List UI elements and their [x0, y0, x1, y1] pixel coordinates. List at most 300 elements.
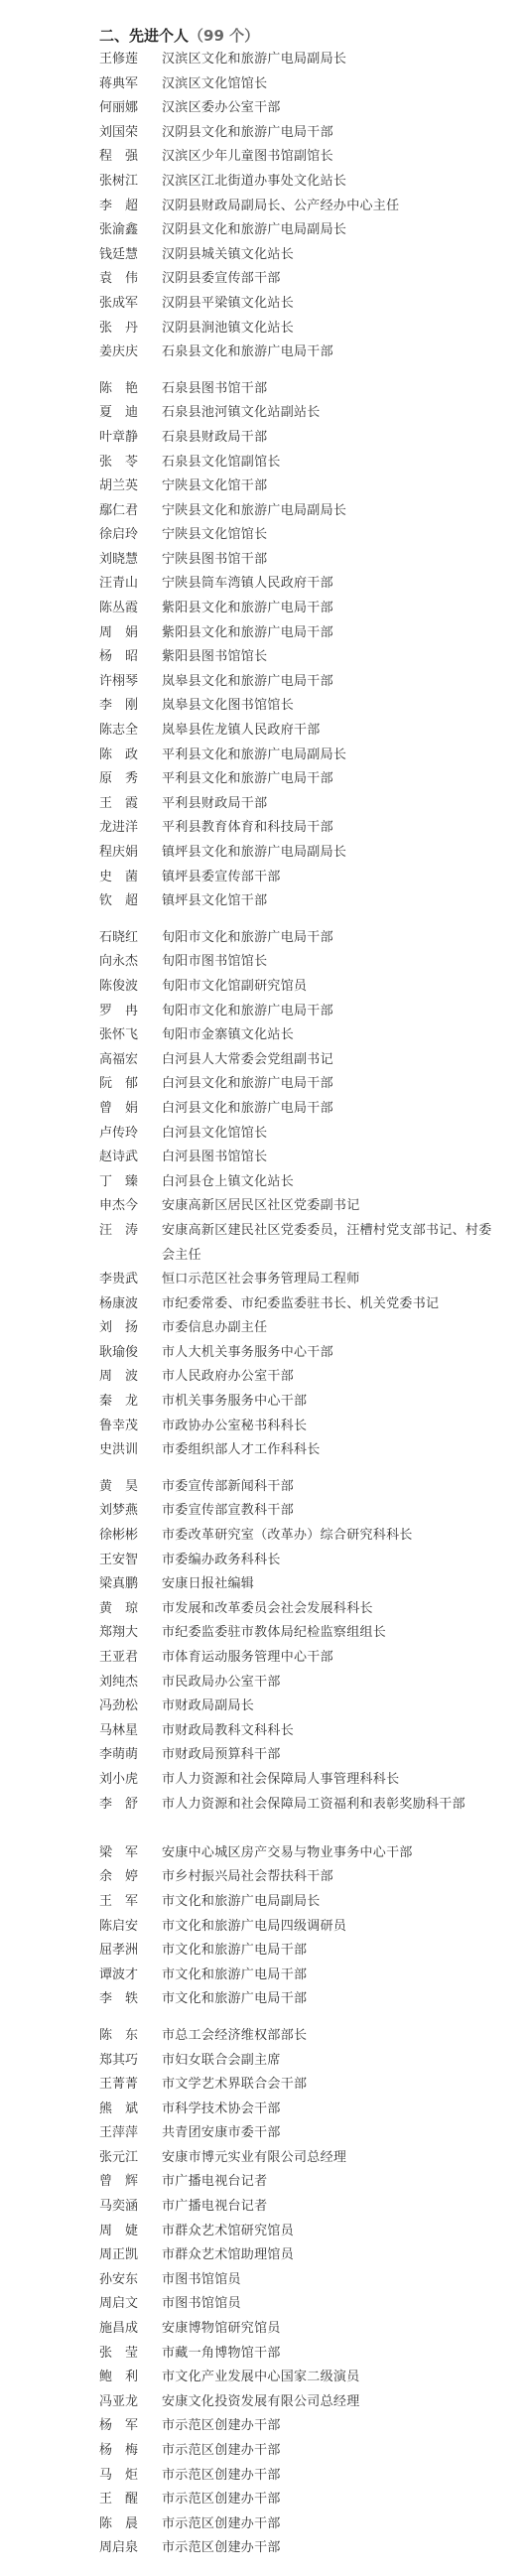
awardee-name: 马林星: [99, 1722, 139, 1738]
awardee-row: [99, 2414, 518, 2439]
awardee-name: 刘 扬: [99, 1320, 139, 1336]
awardee-name: 杨 梅: [99, 2443, 139, 2458]
awardee-title: 宁陕县筒车湾镇人民政府干部: [162, 576, 333, 592]
awardee-title: 汉阴县涧池镇文化站长: [162, 320, 295, 336]
awardee-name: 周 婕: [99, 2223, 139, 2238]
awardee-name: 杨康波: [99, 1295, 139, 1311]
awardee-title: 石泉县财政局干部: [162, 429, 268, 445]
awardee-row: [99, 548, 518, 573]
awardee-name: 黄 昊: [99, 1478, 139, 1494]
awardee-row: [99, 572, 518, 597]
awardee-title: 石泉县文化和旅游广电局干部: [162, 344, 333, 360]
awardee-name: 李萌萌: [99, 1747, 139, 1763]
awardee-title: 汉滨区少年儿童图书馆副馆长: [162, 149, 333, 165]
awardee-row: [99, 866, 518, 890]
awardee-row: [99, 451, 518, 475]
awardee-title: 旬阳市图书馆馆长: [162, 954, 268, 970]
awardee-title: 市示范区创建办干部: [162, 2492, 281, 2508]
awardee-name: 李 舒: [99, 1796, 139, 1812]
awardee-name: 杨 昭: [99, 649, 139, 665]
awardee-title: 市财政局教科文科科长: [162, 1722, 295, 1738]
awardee-name: 余 婷: [99, 1869, 139, 1885]
awardee-title: 岚皋县文化和旅游广电局干部: [162, 673, 333, 689]
awardee-name: 谭波才: [99, 1966, 139, 1982]
awardee-name: 袁 伟: [99, 271, 139, 287]
awardee-title: 市示范区创建办干部: [162, 2515, 281, 2531]
awardee-title: 平利县财政局干部: [162, 795, 268, 811]
awardee-name: 蒋典军: [99, 75, 139, 91]
awardee-title: 共青团安康市委干部: [162, 2125, 281, 2141]
awardee-name: 周启文: [99, 2296, 139, 2312]
awardee-title: 市体育运动服务管理中心干部: [162, 1650, 333, 1665]
awardee-row: [99, 2121, 518, 2146]
awardee-name: 鲍 利: [99, 2370, 139, 2385]
awardee-row: [99, 1524, 518, 1549]
awardee-name: 王修莲: [99, 52, 139, 67]
awardee-row: [99, 1146, 518, 1170]
awardee-row: [99, 1415, 518, 1439]
awardee-row: [99, 2024, 518, 2049]
awardee-title: 镇坪县文化和旅游广电局副局长: [162, 845, 347, 860]
awardee-row: [99, 1793, 518, 1841]
awardee-name: 叶章静: [99, 429, 139, 445]
awardee-title: 市民政局办公室干部: [162, 1674, 281, 1690]
awardee-name: 周 波: [99, 1369, 139, 1385]
awardee-row: [99, 694, 518, 719]
awardee-title: 市人大机关事务服务中心干部: [162, 1344, 333, 1360]
awardee-name: 汪青山: [99, 576, 139, 592]
group-separator: [99, 914, 518, 926]
awardee-row: [99, 170, 518, 195]
awardee-title: 市文学艺术界联合会干部: [162, 2077, 308, 2093]
awardee-title: 安康博物馆研究馆员: [162, 2321, 281, 2337]
awardee-row: [99, 2268, 518, 2293]
awardee-title: 市发展和改革委员会社会发展科科长: [162, 1600, 373, 1616]
awardee-name: 龙进洋: [99, 820, 139, 836]
awardee-name: 曾 娟: [99, 1100, 139, 1116]
awardee-row: [99, 401, 518, 426]
awardee-name: 程庆娟: [99, 845, 139, 860]
awardee-row: [99, 1365, 518, 1390]
awardee-title: 市人力资源和社会保障局工资福利和表彰奖励科干部: [162, 1796, 465, 1812]
awardee-row: [99, 670, 518, 695]
awardee-name: 曾 辉: [99, 2174, 139, 2190]
awardee-name: 许栩琴: [99, 673, 139, 689]
awardee-row: [99, 792, 518, 817]
awardee-row: [99, 1194, 518, 1219]
group-separator: [99, 1463, 518, 1475]
awardee-title: 安康日报社编辑: [162, 1576, 255, 1592]
awardee-row: [99, 719, 518, 744]
awardee-name: 刘梦燕: [99, 1503, 139, 1519]
awardee-title: 白河县文化和旅游广电局干部: [162, 1076, 333, 1092]
awardee-list: [99, 48, 518, 2561]
awardee-row: [99, 1122, 518, 1147]
awardee-name: 陈俊波: [99, 978, 139, 994]
awardee-name: 史洪训: [99, 1442, 139, 1458]
awardee-row: [99, 645, 518, 670]
awardee-name: 周 娟: [99, 624, 139, 640]
awardee-row: [99, 1316, 518, 1341]
awardee-title: 市人民政府办公室干部: [162, 1369, 295, 1385]
awardee-name: 刘国荣: [99, 124, 139, 140]
awardee-name: 刘纯杰: [99, 1674, 139, 1690]
awardee-title: 市机关事务服务中心干部: [162, 1394, 308, 1410]
awardee-title: 市委组织部人才工作科科长: [162, 1442, 321, 1458]
awardee-name: 向永杰: [99, 954, 139, 970]
awardee-row: [99, 2292, 518, 2317]
awardee-name: 陈 政: [99, 746, 139, 762]
awardee-name: 冯劲松: [99, 1698, 139, 1714]
awardee-title: 市妇女联合会副主席: [162, 2052, 281, 2068]
awardee-title: 市文化产业发展中心国家二级演员: [162, 2370, 360, 2385]
awardee-row: [99, 340, 518, 365]
awardee-title: 市文化和旅游广电局四级调研员: [162, 1918, 347, 1934]
awardee-row: [99, 1268, 518, 1292]
awardee-row: [99, 1719, 518, 1744]
awardee-row: [99, 1646, 518, 1671]
awardee-row: [99, 2170, 518, 2195]
awardee-row: [99, 1438, 518, 1463]
awardee-title: 市文化和旅游广电局干部: [162, 1991, 308, 2007]
awardee-title: 平利县教育体育和科技局干部: [162, 820, 333, 836]
awardee-group: [99, 1475, 518, 2012]
awardee-row: [99, 1499, 518, 1524]
awardee-row: [99, 1915, 518, 1940]
awardee-title: 汉阴县财政局副局长、公产经办中心主任: [162, 198, 400, 213]
awardee-name: 李 轶: [99, 1991, 139, 2007]
awardee-title: 岚皋县文化图书馆馆长: [162, 698, 295, 714]
awardee-title: 市图书馆馆员: [162, 2296, 241, 2312]
awardee-row: [99, 2098, 518, 2122]
awardee-row: [99, 121, 518, 146]
awardee-name: 梁 军: [99, 1844, 139, 1860]
awardee-row: [99, 523, 518, 548]
awardee-title: 白河县文化馆馆长: [162, 1125, 268, 1141]
awardee-name: 陈 晨: [99, 2515, 139, 2531]
section-heading: [99, 26, 518, 48]
awardee-row: [99, 1023, 518, 1048]
awardee-title: 白河县文化和旅游广电局干部: [162, 1100, 333, 1116]
awardee-name: 王 醒: [99, 2492, 139, 2508]
awardee-name: 史 菌: [99, 869, 139, 884]
awardee-name: 张树江: [99, 173, 139, 189]
section-title: 二、先进个人: [99, 27, 190, 45]
awardee-title: 安康高新区居民区社区党委副书记: [162, 1198, 360, 1214]
awardee-name: 王菁菁: [99, 2077, 139, 2093]
awardee-group: [99, 926, 518, 1463]
awardee-row: [99, 96, 518, 121]
awardee-title: 汉阴县文化和旅游广电局干部: [162, 124, 333, 140]
awardee-row: [99, 975, 518, 1000]
awardee-row: [99, 2536, 518, 2561]
awardee-name: 陈志全: [99, 723, 139, 739]
awardee-title: 汉滨区江北街道办事处文化站长: [162, 173, 347, 189]
awardee-name: 汪 涛: [99, 1222, 139, 1238]
awardee-row: [99, 1170, 518, 1195]
awardee-name: 张成军: [99, 295, 139, 311]
awardee-title: 市群众艺术馆研究馆员: [162, 2223, 295, 2238]
awardee-row: [99, 1048, 518, 1073]
awardee-title: 宁陕县文化馆干部: [162, 478, 268, 494]
awardee-name: 刘小虎: [99, 1771, 139, 1787]
awardee-title: 宁陕县文化和旅游广电局副局长: [162, 502, 347, 518]
awardee-title: 白河县人大常委会党组副书记: [162, 1051, 333, 1067]
awardee-name: 丁 臻: [99, 1173, 139, 1189]
awardee-row: [99, 267, 518, 292]
awardee-row: [99, 1695, 518, 1719]
awardee-title: 平利县文化和旅游广电局副局长: [162, 746, 347, 762]
awardee-title: 市文化和旅游广电局干部: [162, 1943, 308, 1959]
awardee-name: 王萍萍: [99, 2125, 139, 2141]
awardee-name: 原 秀: [99, 771, 139, 787]
awardee-row: [99, 2220, 518, 2244]
awardee-name: 耿瑜俊: [99, 1344, 139, 1360]
awardee-name: 张怀飞: [99, 1027, 139, 1043]
awardee-title: 安康市博元实业有限公司总经理: [162, 2149, 347, 2165]
awardee-title: 市广播电视台记者: [162, 2199, 268, 2215]
awardee-title: 市委信息办副主任: [162, 1320, 268, 1336]
awardee-title: 宁陕县文化馆馆长: [162, 527, 268, 543]
awardee-title: 市示范区创建办干部: [162, 2418, 281, 2434]
awardee-row: [99, 2243, 518, 2268]
awardee-title: 市纪委监委驻市教体局纪检监察组组长: [162, 1625, 387, 1641]
awardee-title: 市文化和旅游广电局干部: [162, 1966, 308, 1982]
awardee-row: [99, 317, 518, 341]
awardee-title: 恒口示范区社会事务管理局工程师: [162, 1272, 360, 1288]
awardee-row: [99, 2342, 518, 2367]
awardee-name: 张 苓: [99, 454, 139, 470]
awardee-row: [99, 2390, 518, 2415]
awardee-title: 紫阳县文化和旅游广电局干部: [162, 601, 333, 616]
awardee-row: [99, 1890, 518, 1915]
awardee-row: [99, 744, 518, 768]
awardee-title: 旬阳市文化和旅游广电局干部: [162, 929, 333, 945]
awardee-name: 鲁幸茂: [99, 1418, 139, 1433]
awardee-name: 李 超: [99, 198, 139, 213]
awardee-row: [99, 1841, 518, 1866]
awardee-title: 石泉县文化馆副馆长: [162, 454, 281, 470]
awardee-row: [99, 597, 518, 621]
awardee-group: [99, 48, 518, 365]
awardee-title: 市纪委常委、市纪委监委驻书长、机关党委书记: [162, 1295, 440, 1311]
awardee-row: [99, 1000, 518, 1024]
awardee-row: [99, 1597, 518, 1622]
awardee-row: [99, 1621, 518, 1646]
awardee-name: 鄢仁君: [99, 502, 139, 518]
awardee-row: [99, 1292, 518, 1317]
awardee-title: 平利县文化和旅游广电局干部: [162, 771, 333, 787]
awardee-name: 冯亚龙: [99, 2393, 139, 2409]
awardee-name: 施昌成: [99, 2321, 139, 2337]
awardee-title: 白河县图书馆馆长: [162, 1150, 268, 1165]
awardee-name: 徐启玲: [99, 527, 139, 543]
awardee-row: [99, 2317, 518, 2342]
awardee-row: [99, 2195, 518, 2220]
awardee-title: 安康文化投资发展有限公司总经理: [162, 2393, 360, 2409]
awardee-title: 汉滨区委办公室干部: [162, 100, 281, 116]
awardee-name: 张元江: [99, 2149, 139, 2165]
awardee-title: 市委编办政务科科长: [162, 1552, 281, 1567]
awardee-row: [99, 2049, 518, 2074]
awardee-name: 郑翔大: [99, 1625, 139, 1641]
awardee-name: 钦 超: [99, 893, 139, 909]
awardee-row: [99, 1072, 518, 1097]
awardee-title: 镇坪县委宣传部干部: [162, 869, 281, 884]
awardee-title: 市政协办公室秘书科科长: [162, 1418, 308, 1433]
awardee-row: [99, 2512, 518, 2537]
awardee-row: [99, 2488, 518, 2512]
awardee-row: [99, 1390, 518, 1415]
awardee-name: 李 刚: [99, 698, 139, 714]
awardee-row: [99, 841, 518, 866]
awardee-name: 何丽娜: [99, 100, 139, 116]
awardee-name: 张 丹: [99, 320, 139, 336]
awardee-row: [99, 1987, 518, 2012]
awardee-name: 罗 冉: [99, 1003, 139, 1018]
awardee-name: 徐彬彬: [99, 1528, 139, 1544]
awardee-title: 白河县仓上镇文化站长: [162, 1173, 295, 1189]
awardee-title: 汉阴县委宣传部干部: [162, 271, 281, 287]
awardee-name: 王 霞: [99, 795, 139, 811]
awardee-name: 卢传玲: [99, 1125, 139, 1141]
awardee-row: [99, 72, 518, 97]
awardee-title: 旬阳市文化馆副研究馆员: [162, 978, 308, 994]
awardee-name: 钱廷慧: [99, 246, 139, 262]
awardee-title: 汉滨区文化和旅游广电局副局长: [162, 52, 347, 67]
awardee-row: [99, 218, 518, 243]
awardee-name: 阮 郁: [99, 1076, 139, 1092]
awardee-title: 旬阳市金寨镇文化站长: [162, 1027, 295, 1043]
awardee-group: [99, 377, 518, 914]
awardee-name: 高福宏: [99, 1051, 139, 1067]
awardee-title: 旬阳市文化和旅游广电局干部: [162, 1003, 333, 1018]
awardee-title: 安康高新区建民社区党委委员，汪槽村党支部书记、村委会主任: [162, 1222, 492, 1263]
group-separator: [99, 2012, 518, 2024]
awardee-title: 汉阴县文化和旅游广电局副局长: [162, 222, 347, 238]
awardee-name: 黄 琼: [99, 1600, 139, 1616]
awardee-row: [99, 243, 518, 268]
awardee-row: [99, 292, 518, 317]
awardee-row: [99, 1549, 518, 1573]
awardee-name: 李贵武: [99, 1272, 139, 1288]
awardee-name: 陈丛霞: [99, 601, 139, 616]
awardee-row: [99, 2073, 518, 2098]
awardee-title: 汉滨区文化馆馆长: [162, 75, 268, 91]
awardee-row: [99, 2146, 518, 2171]
awardee-row: [99, 2464, 518, 2489]
awardee-name: 孙安东: [99, 2271, 139, 2287]
awardee-title: 市广播电视台记者: [162, 2174, 268, 2190]
awardee-row: [99, 1341, 518, 1366]
awardee-title: 安康中心城区房产交易与物业事务中心干部: [162, 1844, 413, 1860]
awardee-row: [99, 426, 518, 451]
awardee-row: [99, 1939, 518, 1964]
awardee-name: 姜庆庆: [99, 344, 139, 360]
awardee-name: 张 莹: [99, 2345, 139, 2361]
awardee-row: [99, 475, 518, 499]
awardee-title: 汉阴县平梁镇文化站长: [162, 295, 295, 311]
awardee-name: 屈孝洲: [99, 1943, 139, 1959]
awardee-name: 王 军: [99, 1893, 139, 1909]
awardee-name: 刘晓慧: [99, 551, 139, 567]
awardee-title: 宁陕县图书馆干部: [162, 551, 268, 567]
awardee-row: [99, 377, 518, 402]
awardee-group: [99, 2024, 518, 2561]
awardee-title: 市委宣传部新闻科干部: [162, 1478, 295, 1494]
awardee-name: 张渝鑫: [99, 222, 139, 238]
awardee-name: 石晓红: [99, 929, 139, 945]
awardee-name: 申杰今: [99, 1198, 139, 1214]
awardee-row: [99, 621, 518, 646]
awardee-name: 梁真鹏: [99, 1576, 139, 1592]
awardee-title: 石泉县池河镇文化站副站长: [162, 405, 321, 421]
group-separator: [99, 365, 518, 377]
awardee-name: 马奕涵: [99, 2199, 139, 2215]
awardee-row: [99, 1097, 518, 1122]
awardee-title: 市人力资源和社会保障局人事管理科科长: [162, 1771, 400, 1787]
awardee-name: 王安智: [99, 1552, 139, 1567]
awardee-title: 市示范区创建办干部: [162, 2467, 281, 2483]
awardee-name: 马 炬: [99, 2467, 139, 2483]
awardee-title: 市图书馆馆员: [162, 2271, 241, 2287]
awardee-name: 秦 龙: [99, 1394, 139, 1410]
awardee-title: 镇坪县文化馆干部: [162, 893, 268, 909]
awardee-row: [99, 48, 518, 72]
awardee-name: 王亚君: [99, 1650, 139, 1665]
awardee-name: 郑其巧: [99, 2052, 139, 2068]
awardee-title: 紫阳县文化和旅游广电局干部: [162, 624, 333, 640]
awardee-row: [99, 1219, 518, 1268]
awardee-name: 陈 东: [99, 2027, 139, 2043]
awardee-name: 夏 迪: [99, 405, 139, 421]
awardee-title: 市乡村振兴局社会帮扶科干部: [162, 1869, 333, 1885]
awardee-name: 赵诗武: [99, 1150, 139, 1165]
awardee-row: [99, 950, 518, 975]
awardee-row: [99, 1671, 518, 1695]
awardee-row: [99, 2439, 518, 2464]
awardee-row: [99, 1743, 518, 1768]
awardee-row: [99, 1475, 518, 1500]
awardee-title: 市示范区创建办干部: [162, 2540, 281, 2556]
awardee-row: [99, 1865, 518, 1890]
awardee-row: [99, 767, 518, 792]
awardee-row: [99, 926, 518, 951]
awardee-title: 市藏一角博物馆干部: [162, 2345, 281, 2361]
awardee-name: 杨 军: [99, 2418, 139, 2434]
awardee-row: [99, 145, 518, 170]
awardee-title: 紫阳县图书馆馆长: [162, 649, 268, 665]
awardee-title: 市委宣传部宣教科干部: [162, 1503, 295, 1519]
awardee-title: 市科学技术协会干部: [162, 2101, 281, 2116]
awardee-row: [99, 2366, 518, 2390]
awardee-title: 市文化和旅游广电局副局长: [162, 1893, 321, 1909]
awardee-title: 市群众艺术馆助理馆员: [162, 2247, 295, 2263]
awardee-name: 陈 艳: [99, 380, 139, 396]
awardee-name: 陈启安: [99, 1918, 139, 1934]
awardee-title: 市财政局预算科干部: [162, 1747, 281, 1763]
awardee-title: 市总工会经济维权部部长: [162, 2027, 308, 2043]
awardee-name: 胡兰英: [99, 478, 139, 494]
awardee-title: 市示范区创建办干部: [162, 2443, 281, 2458]
awardee-title: 岚皋县佐龙镇人民政府干部: [162, 723, 321, 739]
awardee-title: 市委改革研究室（改革办）综合研究科科长: [162, 1528, 413, 1544]
awardee-row: [99, 889, 518, 914]
awardee-name: 周正凯: [99, 2247, 139, 2263]
awardee-name: 熊 斌: [99, 2101, 139, 2116]
section-count: （99 个）: [189, 27, 260, 45]
awardee-row: [99, 1768, 518, 1793]
